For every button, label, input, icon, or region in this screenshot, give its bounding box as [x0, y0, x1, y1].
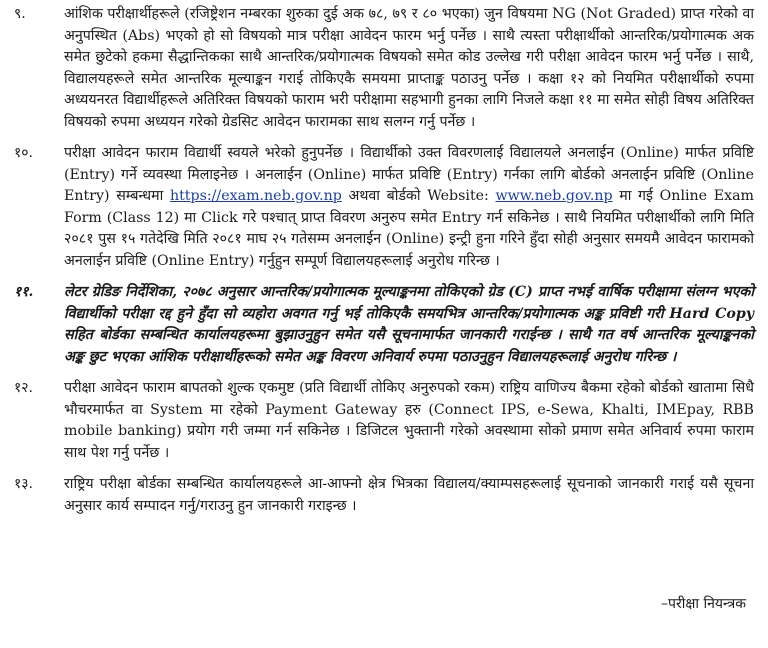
item-text: लेटर ग्रेडिङ निर्देशिका, २०७८ अनुसार आन्तरिक/प्रयोगात्मक मूल्याङ्कनमा तोकिएको ग्रेड (C) प्राप्त नभई वार्षिक परीक्षामा संलग्न भएको विद्यार्थीको परीक्षा रद्द हुने हुँदा सो व्यहोरा अवगत गर्नु भई तोकिएकै समयभित्र आन्तरिक/प्रयोगात्मक अङ्क प्रविष्टी गरी Hard Copy सहित बोर्डका सम्बन्धित कार्यालयहरूमा बुझाउनुहुन समेत यसै सूचनामार्फत जानकारी गराईन्छ । साथै गत वर्ष आन्तरिक मूल्याङ्कनको अङ्क छुट भएका आंशिक परीक्षार्थीहरूको समेत अङ्क विवरण अनिवार्य रुपमा पठाउनुहुन विद्यालयहरूलाई अनुरोध गरिन्छ । — [64, 284, 754, 365]
exam-portal-link[interactable]: https://exam.neb.gov.np — [169, 188, 342, 204]
signature: –परीक्षा नियन्त्रक — [661, 596, 746, 612]
item-number: १०. — [14, 145, 34, 161]
item-number: ९. — [14, 6, 26, 22]
item-text: राष्ट्रिय परीक्षा बोर्डका सम्बन्धित कार्यालयहरूले आ-आफ्नो क्षेत्र भित्रका विद्यालय/क्याम्पसहरूलाई सूचनाको जानकारी गराई यसै सूचना अनुसार कार्य सम्पादन गर्नु/गराउनु हुन जानकारी गराइन्छ । — [64, 476, 754, 514]
notice-item-13 — [14, 474, 754, 517]
item-text — [64, 143, 754, 272]
item-text: आंशिक परीक्षार्थीहरूले (रजिष्ट्रेशन नम्बरका शुरुका दुई अक ७८, ७९ र ८० भएका) जुन विषयमा NG (Not Graded) प्राप्त गरेको वा अनुपस्थित (Abs) भएको हो सो विषयको मात्र परीक्षा आवेदन फारम भर्नु पर्नेछ । साथै त्यस्ता परीक्षार्थीको आन्तरिक/प्रयोगात्मक अक समेत छुटेको हकमा सैद्धान्तिकका साथै आन्तरिक/प्रयोगात्मक विषयको समेत कोड उल्लेख गरी परीक्षा आवेदन फारम भर्नु पर्नेछ । साथै, विद्यालयहरूले समेत आन्तरिक मूल्याङ्कन गराई तोकिएकै समयमा प्राप्ताङ्क पठाउनु पर्नेछ । कक्षा १२ को नियमित परीक्षार्थीको रुपमा अध्ययनरत विद्यार्थीहरूले अतिरिक्त विषयको फाराम भरी परीक्षामा सहभागी हुनका लागि निजले कक्षा ११ मा समेत सोही विषय अतिरिक्त विषयको रुपमा अध्ययन गरेको ग्रेडसिट आवेदन फारामका साथ सलग्न गर्नु पर्नेछ । — [64, 6, 754, 130]
notice-item-9 — [14, 4, 754, 133]
notice-item-10 — [14, 143, 754, 272]
notice-item-12 — [14, 378, 754, 464]
item-text-part: अथवा बोर्डको Website: — [341, 188, 496, 204]
neb-website-link[interactable]: www.neb.gov.np — [495, 188, 613, 204]
item-text-part: मा गई Online Exam Form (Class 12) मा Click गरे पश्चात् प्राप्त विवरण अनुरुप समेत Entry गर्न सकिनेछ । साथै नियमित परीक्षार्थीको लागि मिति २०८१ पुस १५ गतेदेखि मिति २०८१ माघ २५ गतेसम्म अनलाईन (Online) इन्ट्री हुना गरिने हुँदा सोही अनुसार समयमै आवेदन फारामको अनलाईन प्रविष्टि (Online Entry) गर्नुहुन सम्पूर्ण विद्यालयहरूलाई अनुरोध गरिन्छ । — [64, 188, 754, 269]
item-number: १३. — [14, 476, 34, 492]
item-number: १२. — [14, 380, 34, 396]
notice-item-11 — [14, 282, 754, 368]
item-number: ११. — [14, 284, 34, 300]
item-text: परीक्षा आवेदन फाराम बापतको शुल्क एकमुष्ट (प्रति विद्यार्थी तोकिए अनुरुपको रकम) राष्ट्रिय वाणिज्य बैकमा रहेको बोर्डको खातामा सिधै भौचरमार्फत वा System मा रहेको Payment Gateway हरु (Connect IPS, e-Sewa, Khalti, IMEpay, RBB mobile banking) प्रयोग गरी जम्मा गर्न सकिनेछ । डिजिटल भुक्तानी गरेको अवस्थामा सोको प्रमाण समेत अनिवार्य रुपमा फाराम साथ पेश गर्नु पर्नेछ । — [64, 380, 754, 461]
item-text-part: परीक्षा आवेदन फाराम विद्यार्थी स्वयले भरेको हुनुपर्नेछ । विद्यार्थीको उक्त विवरणलाई विद्यालयले अनलाईन (Online) मार्फत प्रविष्टि (Entry) गर्ने व्यवस्था मिलाइनेछ । अनलाईन (Online) मार्फत प्रविष्टि (Entry) गर्नका लागि बोर्डको अनलाईन प्रविष्टि (Online Entry) सम्बन्धमा — [64, 145, 754, 204]
